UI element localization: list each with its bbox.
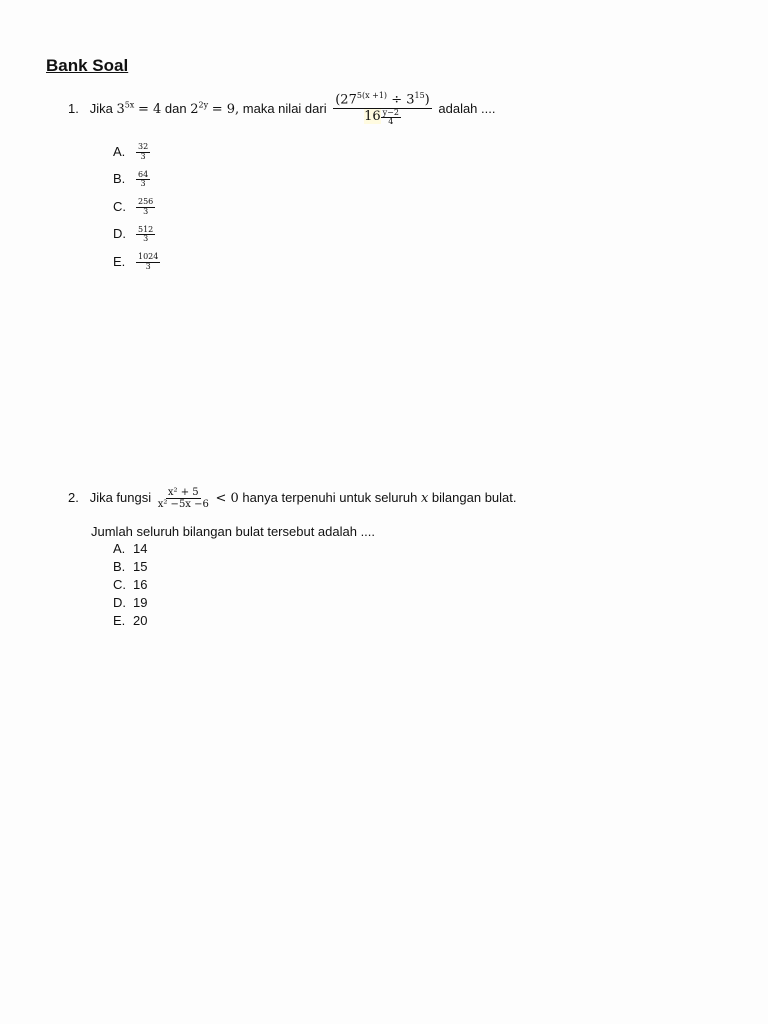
- option-fraction: [136, 143, 150, 162]
- question-number: 1.: [68, 101, 79, 117]
- answer-option[interactable]: [113, 143, 153, 162]
- text: Jika: [89, 101, 113, 117]
- option-value: 16: [133, 577, 148, 592]
- option-fraction: [136, 171, 150, 190]
- numerator-part: ÷ 3: [391, 92, 415, 108]
- option-label: D.: [113, 226, 126, 242]
- page-title: Bank Soal: [46, 56, 129, 75]
- option-label: D.: [113, 595, 126, 610]
- question-2: [68, 487, 517, 510]
- answer-option[interactable]: [113, 595, 147, 610]
- fraction-expression: [333, 92, 432, 127]
- question-number: 2.: [68, 489, 79, 505]
- numerator: 256: [138, 197, 154, 206]
- numerator-part: (27: [335, 92, 357, 108]
- option-label: A.: [113, 541, 126, 556]
- option-value: 14: [133, 541, 148, 556]
- exponent: 5(x +1): [356, 91, 388, 100]
- text: adalah ....: [438, 101, 496, 117]
- equation: = 9,: [211, 102, 240, 118]
- denominator-base: 16: [364, 108, 381, 124]
- denominator: 3: [143, 234, 149, 244]
- numerator: x² + 5: [167, 487, 199, 498]
- numerator-part: ): [424, 92, 430, 108]
- option-label: E.: [113, 253, 126, 269]
- option-label: B.: [113, 559, 126, 574]
- numerator: 512: [138, 224, 154, 234]
- numerator: 1024: [138, 252, 159, 261]
- question-1: [68, 92, 495, 127]
- denominator: 3: [140, 151, 146, 161]
- base: 3: [116, 102, 125, 118]
- option-label: B.: [113, 171, 126, 187]
- answer-option[interactable]: [113, 559, 147, 574]
- option-fraction: [136, 226, 155, 245]
- numerator: 64: [138, 169, 149, 179]
- text: hanya terpenuhi untuk seluruh: [242, 489, 418, 505]
- answer-option[interactable]: [113, 613, 147, 628]
- answer-option[interactable]: [113, 253, 163, 272]
- answer-option[interactable]: [113, 171, 153, 190]
- equation: = 4: [137, 102, 162, 118]
- question-2-line-2: Jumlah seluruh bilangan bulat tersebut adalah ....: [91, 524, 376, 539]
- option-label: A.: [113, 143, 126, 159]
- option-label: C.: [113, 577, 126, 592]
- answer-option[interactable]: [113, 226, 158, 245]
- answer-option[interactable]: [113, 198, 158, 217]
- option-value: 19: [133, 595, 148, 610]
- base: 2: [190, 102, 199, 118]
- option-label: C.: [113, 198, 126, 214]
- text: maka nilai dari: [242, 101, 327, 117]
- exponent: 5x: [124, 100, 135, 110]
- answer-option[interactable]: [113, 541, 147, 556]
- exp-numerator: y−2: [382, 107, 399, 117]
- exp-denominator: 4: [388, 117, 394, 127]
- text: bilangan bulat.: [431, 489, 517, 505]
- option-value: 20: [133, 613, 148, 628]
- option-fraction: [136, 198, 155, 217]
- text: dan: [164, 101, 187, 117]
- option-value: 15: [133, 559, 148, 574]
- text: Jika fungsi: [89, 489, 152, 505]
- numerator: 32: [138, 142, 149, 151]
- variable: x: [420, 490, 429, 506]
- denominator: 3: [145, 261, 151, 271]
- denominator: 3: [143, 206, 149, 216]
- answer-option[interactable]: [113, 577, 147, 592]
- denominator: 3: [140, 179, 146, 189]
- option-fraction: [136, 253, 160, 272]
- option-label: E.: [113, 613, 126, 628]
- inequality: < 0: [215, 490, 239, 506]
- exponent: 2y: [198, 100, 209, 110]
- denominator: x² −5x −6: [157, 499, 209, 510]
- exponent: 15: [414, 91, 425, 100]
